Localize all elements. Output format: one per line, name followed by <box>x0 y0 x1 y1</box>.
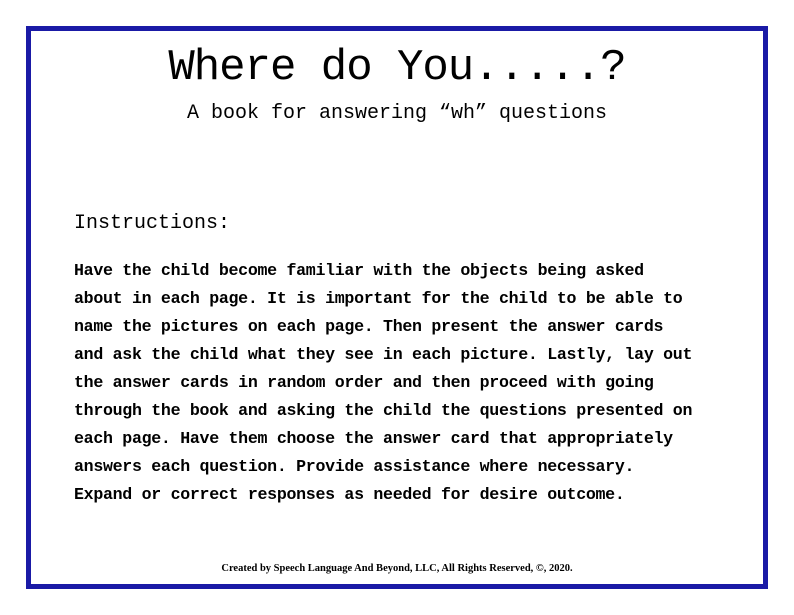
page-title: Where do You.....? <box>168 43 626 93</box>
page-subtitle: A book for answering “wh” questions <box>186 102 608 125</box>
instructions-heading: Instructions: <box>74 212 231 235</box>
copyright-footer: Created by Speech Language And Beyond, LLC, All Rights Reserved, ©, 2020. <box>221 563 573 574</box>
instructions-body: Have the child become familiar with the objects being asked about in each page. It is important for the child to be able to name the pictures on each page. Then present the answer cards and ask the child what they see in each picture. Lastly, lay out the answer cards in random order and then proceed with going through the book and asking the child the questions presented on each page. Have them choose the answer card that appropriately answers each question. Provide assistance where necessary. Expand or correct responses as needed for desire outcome. <box>74 261 693 504</box>
